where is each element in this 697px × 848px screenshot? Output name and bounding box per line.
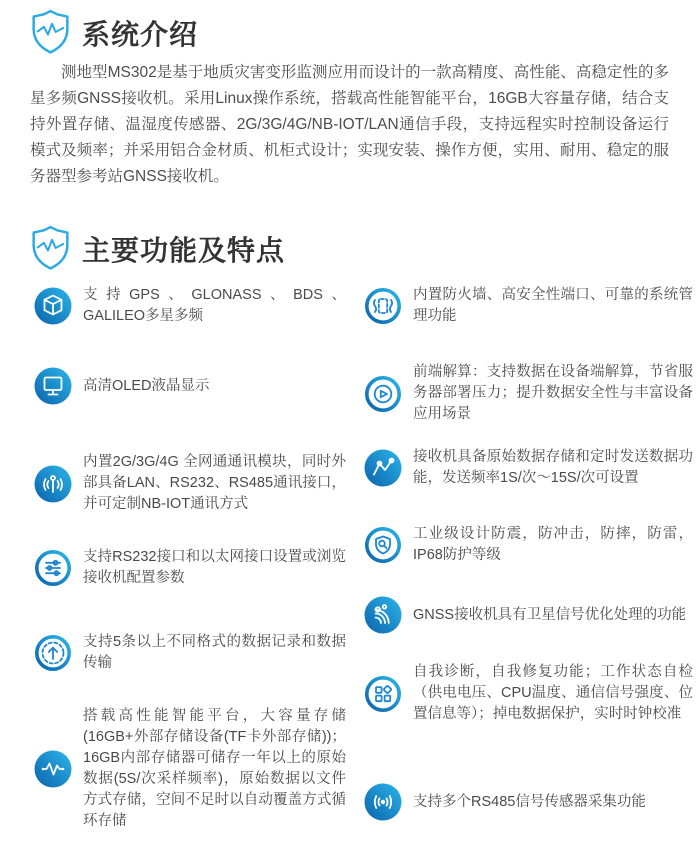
modules-icon (363, 674, 403, 714)
firewall-icon (363, 286, 403, 326)
feature-text: 支持GPS、GLONASS、BDS、GALILEO多星多频 (83, 287, 346, 324)
upload-arrow-icon (33, 633, 73, 673)
chart-line-icon (363, 448, 403, 488)
shield-pulse-icon (28, 8, 73, 57)
feature-text: 接收机具备原始数据存储和定时发送数据功能，发送频率1S/次～15S/次可设置 (413, 449, 693, 486)
feature-text: 支持多个RS485信号传感器采集功能 (413, 793, 646, 810)
feature-item (33, 706, 346, 832)
antenna-signal-icon (33, 464, 73, 504)
monitor-icon (33, 366, 73, 406)
feature-item (363, 595, 693, 635)
pulse-icon (33, 749, 73, 789)
feature-item (33, 366, 346, 406)
feature-item (363, 362, 693, 425)
feature-item (33, 285, 346, 327)
feature-item (363, 447, 693, 489)
feature-item (363, 285, 693, 327)
feature-text: 搭载高性能智能平台，大容量存储(16GB+外部存储设备(TF卡外部存储))；16GB内部存储器可储存一年以上的原始数据(5S/次采样频率)，原始数据以文件方式存储，空间不足时以自动覆盖方式循环存储 (83, 708, 346, 829)
feature-text: 自我诊断，自我修复功能；工作状态自检（供电电压、CPU温度、通信信号强度、位置信息等）；掉电数据保护，实时时钟校准 (413, 664, 693, 722)
feature-item (33, 452, 346, 515)
intro-paragraph: 测地型MS302是基于地质灾害变形监测应用而设计的一款高精度、高性能、高稳定性的多星多频GNSS接收机。采用Linux操作系统，搭载高性能智能平台，16GB大容量存储，结合支持外置存储、温湿度传感器、2G/3G/4G/NB-IOT/LAN通信手段，支持远程实时控制设备运行模式及频率；并采用铝合金材质、机柜式设计；实现安装、操作方便，实用、耐用、稳定的服务器型参考站GNSS接收机。 (30, 64, 669, 185)
shield-pulse-icon (28, 224, 73, 273)
feature-text: 高清OLED液晶显示 (83, 377, 210, 394)
intro-title: 系统介绍 (82, 18, 199, 50)
features-section-header (28, 224, 285, 273)
features-title: 主要功能及特点 (82, 234, 286, 266)
sliders-icon (33, 548, 73, 588)
cube-icon (33, 286, 73, 326)
feature-item (363, 524, 693, 566)
feature-item (33, 547, 346, 589)
feature-text: 支持5条以上不同格式的数据记录和数据传输 (83, 634, 346, 671)
feature-text: 内置2G/3G/4G 全网通通讯模块，同时外部具备LAN、RS232、RS485通讯接口，并可定制NB-IOT通讯方式 (83, 454, 346, 512)
intro-section-header (28, 8, 198, 57)
play-icon (363, 374, 403, 414)
feature-item (363, 782, 693, 822)
shield-search-icon (363, 525, 403, 565)
satellite-signal-icon (363, 595, 403, 635)
feature-item (33, 632, 346, 674)
feature-item (363, 662, 693, 725)
feature-text: 支持RS232接口和以太网接口设置或浏览接收机配置参数 (83, 549, 346, 586)
feature-text: GNSS接收机具有卫星信号优化处理的功能 (413, 606, 687, 623)
feature-text: 前端解算：支持数据在设备端解算，节省服务器部署压力；提升数据安全性与丰富设备应用场景 (413, 364, 693, 422)
broadcast-icon (363, 782, 403, 822)
feature-text: 内置防火墙、高安全性端口、可靠的系统管理功能 (413, 287, 693, 324)
feature-text: 工业级设计防震，防冲击，防摔，防雷，IP68防护等级 (413, 526, 693, 563)
